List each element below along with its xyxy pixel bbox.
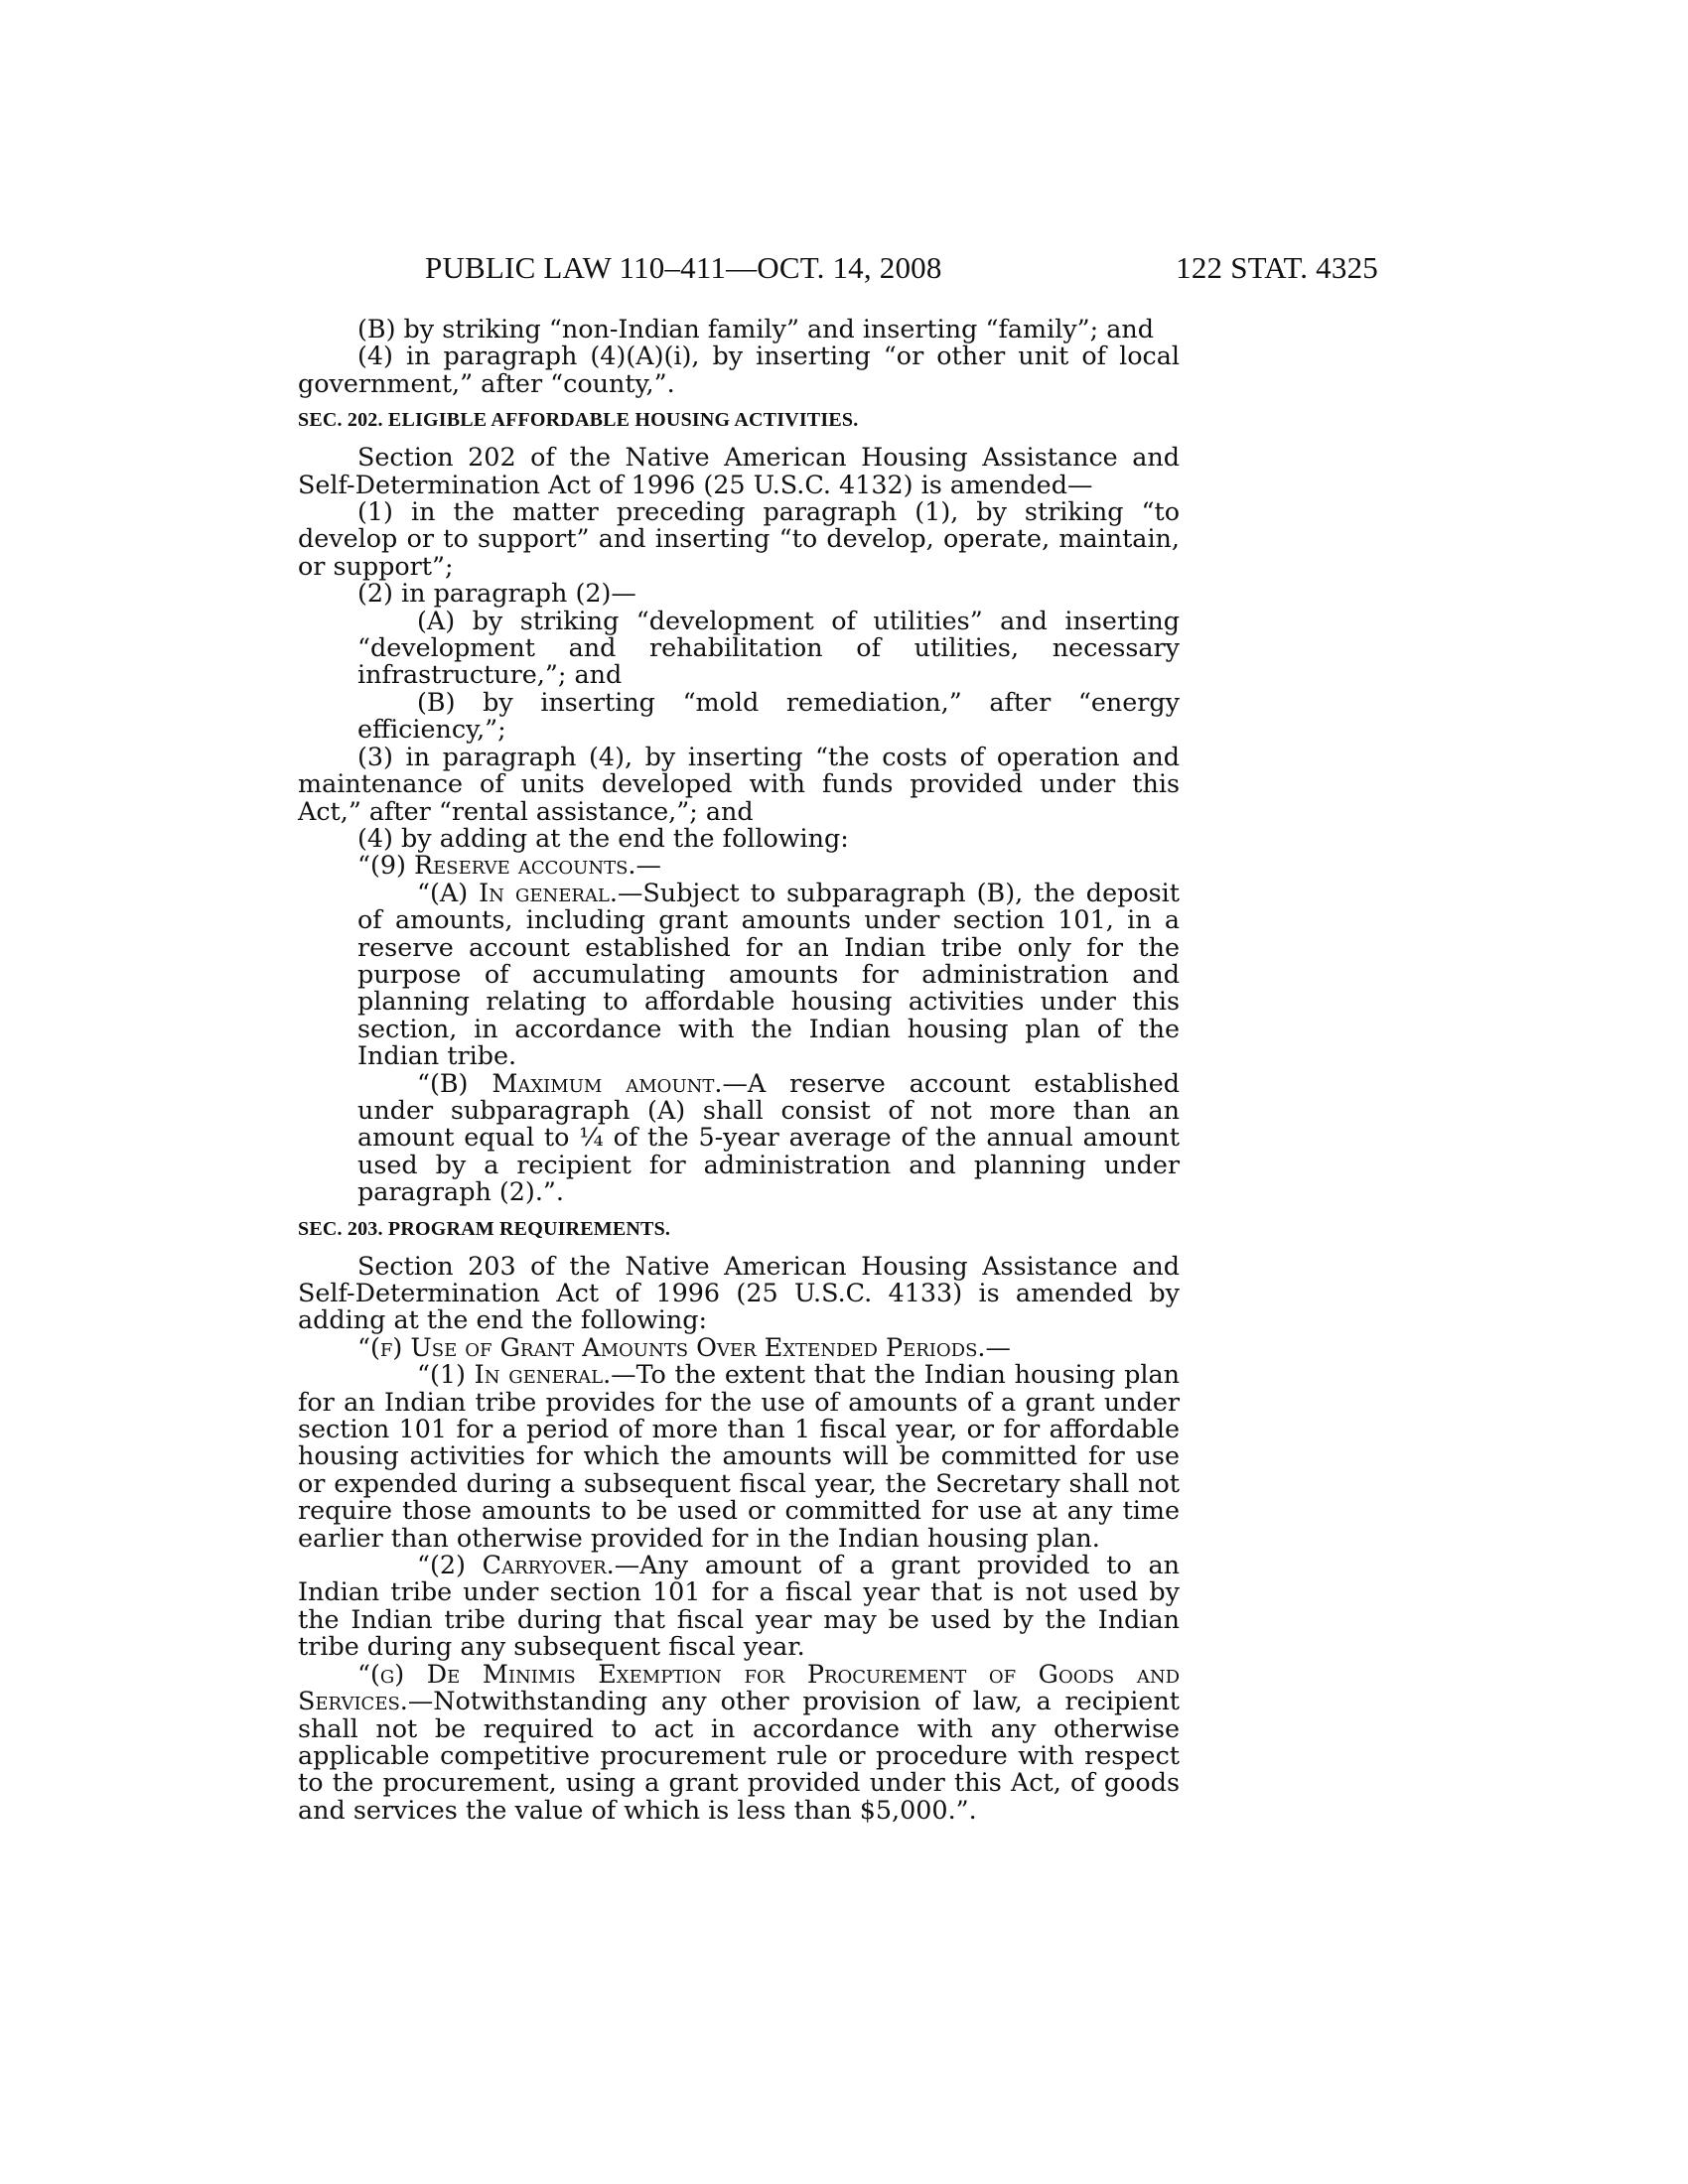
sec202-para-3: (3) in paragraph (4), by inserting “the costs of operation and maintenance of units developed with funds provided under this Act,” after “rental assistance,”; and [298, 741, 1180, 826]
page-header [425, 250, 1378, 290]
law-citation: PUBLIC LAW 110–411—OCT. 14, 2008 [425, 250, 942, 285]
sec203-subsection-g-text: —Notwithstanding any other provision of law, a recipient shall not be required to act in accordance with any otherwise applicable competitive procurement rule or procedure with respect to the procurement, using a grant provided under this Act, of goods and services the value of which is less than $5,000.”. [298, 1686, 1180, 1825]
sec202-para-4: (4) by adding at the end the following: [357, 822, 849, 853]
sec203-f-para-1-label: “(1) In general. [417, 1359, 612, 1390]
sec202-para-9B-text: —A reserve account established under subparagraph (A) shall consist of not more than an amount equal to ¼ of the 5-year average of the annual amount used by a recipient for administration and planning under paragraph (2).”. [357, 1067, 1180, 1207]
sec202-intro: Section 202 of the Native American Housing Assistance and Self-Determination Act of 1996 (25 U.S.C. 4132) is amended— [298, 442, 1180, 499]
sec203-f-para-2 [298, 1552, 1180, 1661]
section-heading-203: SEC. 203. PROGRAM REQUIREMENTS. [298, 1217, 671, 1240]
sec203-f-para-2-label: “(2) Carryover. [417, 1550, 615, 1580]
sec203-subsection-g-label: “(g) De Minimis Exemption for Procurement of Goods and Services. [298, 1658, 1180, 1716]
sec202-para-9B-label: “(B) Maximum amount. [417, 1067, 723, 1098]
sec202-para-9A-label: “(A) In general. [417, 877, 618, 907]
document-body [298, 316, 1180, 1824]
paragraph-4: (4) in paragraph (4)(A)(i), by inserting “or other unit of local government,” after “county,”. [298, 341, 1180, 398]
paragraph-3B: (B) by striking “non-Indian family” and inserting “family”; and [357, 314, 1155, 343]
sec202-para-2A: (A) by striking “development of utilities” and inserting “development and rehabilitation of utilities, necessary infrastructure,”; and [357, 605, 1180, 690]
sec203-intro: Section 203 of the Native American Housing Assistance and Self-Determination Act of 1996 (25 U.S.C. 4133) is amended by adding at the end the following: [298, 1250, 1180, 1335]
sec203-subsection-f-heading: “(f) Use of Grant Amounts Over Extended Periods.— [357, 1331, 1011, 1362]
sec203-f-para-1 [298, 1361, 1180, 1552]
sec202-para-2B: (B) by inserting “mold remediation,” after “energy efficiency,”; [357, 686, 1180, 745]
sec202-para-9-heading: “(9) Reserve accounts.— [357, 850, 661, 881]
sec203-subsection-g [298, 1658, 1180, 1825]
section-heading-202: SEC. 202. ELIGIBLE AFFORDABLE HOUSING ACTIVITIES. [298, 409, 859, 432]
sec202-para-9B [357, 1067, 1180, 1207]
sec202-para-9A-text: —Subject to subparagraph (B), the deposit of amounts, including grant amounts under section 101, in a reserve account established for an Indian tribe only for the purpose of accumulating amounts for administration and planning relating to affordable housing activities under this section, in accordance with the Indian housing plan of the Indian tribe. [357, 877, 1180, 1071]
sec202-para-9A [357, 877, 1180, 1071]
sec202-para-1: (1) in the matter preceding paragraph (1), by striking “to develop or to support” and inserting “to develop, operate, maintain, or support”; [298, 496, 1180, 581]
sec203-f-para-2-text: —Any amount of a grant provided to an Indian tribe under section 101 for a fiscal year that is not used by the Indian tribe during that fiscal year may be used by the Indian tribe during any subsequent fiscal year. [298, 1550, 1180, 1662]
sec203-f-para-1-text: —To the extent that the Indian housing plan for an Indian tribe provides for the use of amounts of a grant under section 101 for a period of more than 1 fiscal year, or for affordable housing activities for which the amounts will be committed for use or expended during a subsequent fiscal year, the Secretary shall not require those amounts to be used or committed for use at any time earlier than otherwise provided for in the Indian housing plan. [298, 1359, 1180, 1553]
stat-page-number: 122 STAT. 4325 [1176, 250, 1378, 285]
sec202-para-2: (2) in paragraph (2)— [357, 578, 636, 609]
